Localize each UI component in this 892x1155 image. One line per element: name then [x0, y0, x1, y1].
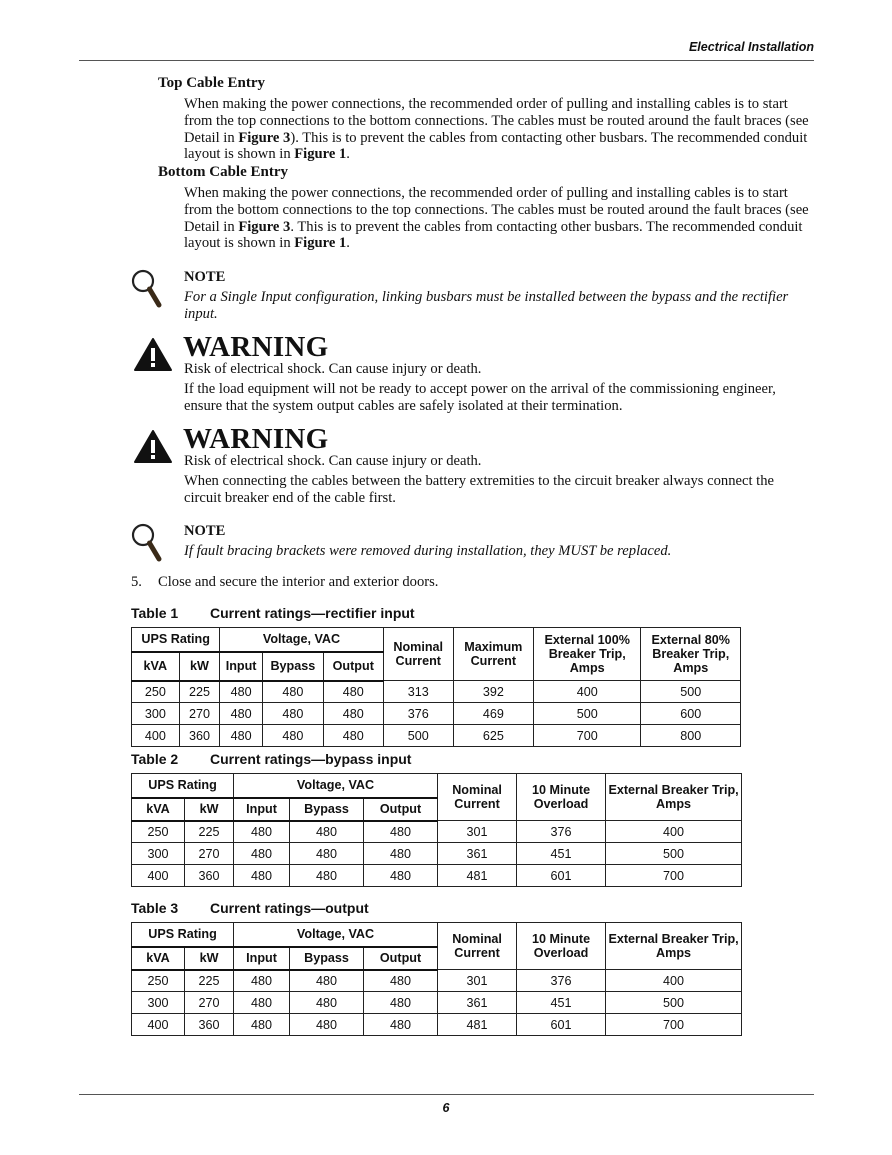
table-cell: 480	[234, 970, 290, 992]
table-cell: 625	[453, 725, 533, 747]
table-cell: 360	[185, 1014, 234, 1036]
header-kva: kVA	[132, 798, 185, 821]
figure-3-ref: Figure 3	[238, 218, 291, 235]
table-cell: 800	[641, 725, 741, 747]
top-cable-entry-text	[184, 96, 816, 163]
footer-rule	[79, 1094, 814, 1095]
table-number: Table 1	[131, 605, 179, 621]
page-number: 6	[442, 1101, 450, 1115]
table-cell: 400	[606, 821, 742, 843]
note-label: NOTE	[184, 269, 226, 285]
table-cell: 225	[185, 821, 234, 843]
header-ups-rating: UPS Rating	[132, 628, 220, 652]
table-cell: 361	[438, 992, 517, 1014]
warning-title: WARNING	[183, 331, 329, 363]
table-cell: 480	[262, 725, 323, 747]
header-kw: kW	[185, 947, 234, 970]
table-cell: 400	[132, 865, 185, 887]
table-cell: 480	[290, 843, 364, 865]
header-external-80-breaker: External 80% Breaker Trip, Amps	[641, 628, 741, 681]
header-external-breaker: External Breaker Trip, Amps	[606, 774, 742, 821]
table-cell: 480	[234, 1014, 290, 1036]
table-cell: 700	[606, 865, 742, 887]
header-kva: kVA	[132, 947, 185, 970]
table-cell: 480	[234, 992, 290, 1014]
header-input: Input	[234, 798, 290, 821]
bottom-entry-text-2: . This is to prevent the cables from contacting other busbars. The recommended conduit layout is shown in	[184, 218, 803, 252]
header-nominal-current: Nominal Current	[438, 774, 517, 821]
figure-1-ref: Figure 1	[294, 146, 347, 163]
table-cell: 480	[364, 992, 438, 1014]
table-cell: 480	[234, 865, 290, 887]
table-cell: 480	[364, 821, 438, 843]
header-output: Output	[364, 798, 438, 821]
warning-line: When connecting the cables between the battery extremities to the circuit breaker always connect the circuit breaker end of the cable first.	[184, 473, 774, 506]
note-label: NOTE	[184, 523, 226, 539]
header-output: Output	[364, 947, 438, 970]
table-cell: 480	[262, 681, 323, 703]
table-cell: 400	[533, 681, 641, 703]
table-cell: 300	[132, 992, 185, 1014]
table-row	[132, 703, 741, 725]
table-cell: 480	[364, 1014, 438, 1036]
header-output: Output	[323, 652, 383, 681]
table-cell: 480	[323, 703, 383, 725]
table-cell: 301	[438, 970, 517, 992]
table-cell: 360	[179, 725, 220, 747]
header-ups-rating: UPS Rating	[132, 923, 234, 947]
table-cell: 400	[132, 725, 180, 747]
table-cell: 360	[185, 865, 234, 887]
bottom-entry-text-1: When making the power connections, the recommended order of pulling and installing cables is to start from the bottom connections to the top connections. The cables must be routed around the fault braces (see Detail in	[184, 185, 809, 235]
table-cell: 480	[323, 725, 383, 747]
step-5	[131, 574, 438, 591]
warning-line: Risk of electrical shock. Can cause injury or death.	[184, 453, 482, 469]
warning-triangle-icon	[133, 337, 173, 372]
bottom-cable-entry-text	[184, 185, 816, 252]
table-cell: 392	[453, 681, 533, 703]
table-cell: 601	[517, 865, 606, 887]
table-row	[132, 681, 741, 703]
table-cell: 270	[185, 992, 234, 1014]
table-cell: 481	[438, 865, 517, 887]
table-cell: 480	[290, 992, 364, 1014]
warning-title: WARNING	[183, 423, 329, 455]
header-bypass: Bypass	[290, 947, 364, 970]
step-text: Close and secure the interior and exterior doors.	[158, 574, 439, 590]
header-kw: kW	[185, 798, 234, 821]
header-external-100-breaker: External 100% Breaker Trip, Amps	[533, 628, 641, 681]
table-cell: 376	[383, 703, 453, 725]
table-title: Current ratings—rectifier input	[210, 605, 415, 621]
table-cell: 480	[220, 703, 263, 725]
table-cell: 500	[606, 992, 742, 1014]
table-cell: 301	[438, 821, 517, 843]
bypass-input-table	[131, 773, 742, 887]
table-cell: 700	[606, 1014, 742, 1036]
table-title: Current ratings—bypass input	[210, 751, 412, 767]
note-text: If fault bracing brackets were removed during installation, they MUST be replaced.	[184, 543, 672, 559]
table-cell: 225	[179, 681, 220, 703]
header-external-breaker: External Breaker Trip, Amps	[606, 923, 742, 970]
step-number: 5.	[131, 574, 142, 590]
table-cell: 313	[383, 681, 453, 703]
table-cell: 480	[234, 821, 290, 843]
table-1-caption	[131, 605, 415, 621]
bottom-entry-text-3: .	[346, 235, 350, 252]
table-cell: 250	[132, 821, 185, 843]
table-row	[132, 843, 742, 865]
table-number: Table 2	[131, 751, 179, 767]
table-cell: 500	[383, 725, 453, 747]
top-entry-text-3: .	[346, 146, 350, 163]
table-cell: 480	[220, 681, 263, 703]
table-cell: 376	[517, 970, 606, 992]
table-cell: 480	[290, 1014, 364, 1036]
table-cell: 451	[517, 992, 606, 1014]
header-10-minute-overload: 10 Minute Overload	[517, 774, 606, 821]
table-cell: 376	[517, 821, 606, 843]
table-cell: 400	[132, 1014, 185, 1036]
table-cell: 250	[132, 681, 180, 703]
table-cell: 300	[132, 843, 185, 865]
top-cable-entry-heading: Top Cable Entry	[158, 75, 265, 91]
table-cell: 250	[132, 970, 185, 992]
table-3-caption	[131, 900, 369, 916]
warning-triangle-icon	[133, 429, 173, 464]
header-voltage: Voltage, VAC	[220, 628, 383, 652]
header-10-minute-overload: 10 Minute Overload	[517, 923, 606, 970]
table-row	[132, 865, 742, 887]
bottom-cable-entry-heading: Bottom Cable Entry	[158, 164, 288, 180]
table-cell: 601	[517, 1014, 606, 1036]
header-voltage: Voltage, VAC	[234, 923, 438, 947]
table-cell: 469	[453, 703, 533, 725]
table-row	[132, 725, 741, 747]
figure-3-ref: Figure 3	[238, 129, 291, 146]
top-entry-text-1: When making the power connections, the recommended order of pulling and installing cables is to start from the top connections to the bottom connections. The cables must be routed around the fault braces (see Detail in	[184, 96, 809, 146]
note-text: For a Single Input configuration, linking busbars must be installed between the bypass and the rectifier input.	[184, 289, 789, 322]
table-row	[132, 821, 742, 843]
header-input: Input	[234, 947, 290, 970]
header-nominal-current: Nominal Current	[438, 923, 517, 970]
table-cell: 480	[290, 865, 364, 887]
table-number: Table 3	[131, 900, 179, 916]
running-header: Electrical Installation	[688, 40, 814, 54]
header-rule	[79, 60, 814, 61]
header-kva: kVA	[132, 652, 180, 681]
table-cell: 480	[364, 970, 438, 992]
table-cell: 451	[517, 843, 606, 865]
table-cell: 700	[533, 725, 641, 747]
table-row	[132, 970, 742, 992]
table-cell: 270	[185, 843, 234, 865]
header-input: Input	[220, 652, 263, 681]
magnifier-icon	[130, 268, 164, 310]
table-2-caption	[131, 751, 411, 767]
table-cell: 480	[262, 703, 323, 725]
warning-line: If the load equipment will not be ready to accept power on the arrival of the commissioning engineer, ensure that the system output cables are safely isolated at their termination.	[184, 381, 776, 414]
table-title: Current ratings—output	[210, 900, 369, 916]
table-cell: 500	[533, 703, 641, 725]
table-cell: 480	[364, 865, 438, 887]
table-cell: 480	[290, 970, 364, 992]
top-entry-text-2: ). This is to prevent the cables from contacting other busbars. The recommended conduit layout is shown in	[184, 129, 808, 163]
table-cell: 500	[641, 681, 741, 703]
header-bypass: Bypass	[290, 798, 364, 821]
table-cell: 225	[185, 970, 234, 992]
table-cell: 400	[606, 970, 742, 992]
table-cell: 361	[438, 843, 517, 865]
warning-line: Risk of electrical shock. Can cause injury or death.	[184, 361, 482, 377]
header-ups-rating: UPS Rating	[132, 774, 234, 798]
table-cell: 481	[438, 1014, 517, 1036]
header-kw: kW	[179, 652, 220, 681]
table-cell: 500	[606, 843, 742, 865]
table-cell: 480	[323, 681, 383, 703]
header-maximum-current: Maximum Current	[453, 628, 533, 681]
table-row	[132, 992, 742, 1014]
header-bypass: Bypass	[262, 652, 323, 681]
output-table	[131, 922, 742, 1036]
table-cell: 480	[364, 843, 438, 865]
rectifier-input-table	[131, 627, 741, 747]
table-cell: 480	[234, 843, 290, 865]
header-voltage: Voltage, VAC	[234, 774, 438, 798]
figure-1-ref: Figure 1	[294, 235, 347, 252]
table-cell: 600	[641, 703, 741, 725]
header-nominal-current: Nominal Current	[383, 628, 453, 681]
table-cell: 270	[179, 703, 220, 725]
table-cell: 480	[290, 821, 364, 843]
table-cell: 300	[132, 703, 180, 725]
table-row	[132, 1014, 742, 1036]
magnifier-icon	[130, 522, 164, 564]
table-cell: 480	[220, 725, 263, 747]
